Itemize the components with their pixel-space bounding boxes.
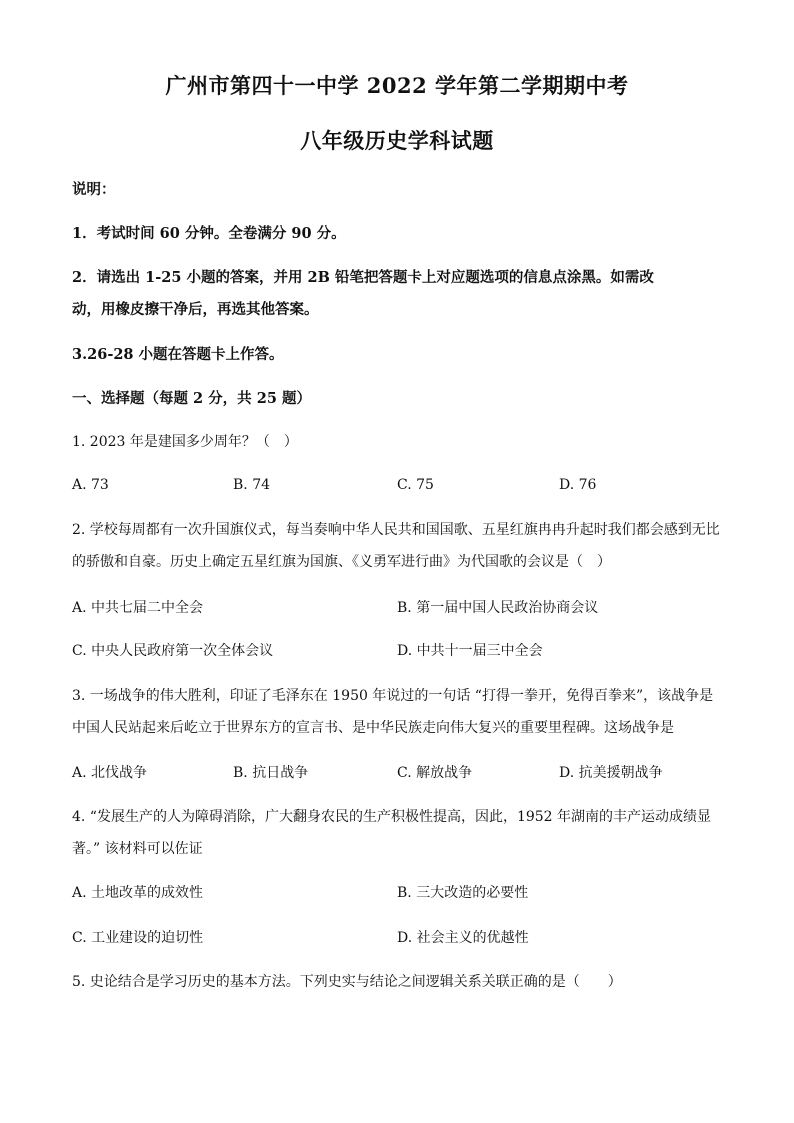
question-4-option-b: B. 三大改造的必要性 — [397, 885, 529, 901]
question-1-option-a: A. 73 — [72, 477, 109, 493]
question-1-option-b: B. 74 — [233, 477, 271, 493]
question-2-stem-line-1: 2. 学校每周都有一次升国旗仪式，每当奏响中华人民共和国国歌、五星红旗冉冉升起时我们都会感到无比 — [72, 522, 720, 538]
question-4-option-d: D. 社会主义的优越性 — [397, 930, 529, 946]
question-3-option-d: D. 抗美援朝战争 — [559, 765, 663, 781]
instruction-item-2-line-2: 动，用橡皮擦干净后，再选其他答案。 — [72, 301, 319, 318]
question-3-option-a: A. 北伐战争 — [72, 765, 148, 781]
exam-title: 广州市第四十一中学 2022 学年第二学期期中考 — [165, 73, 629, 98]
instruction-item-2-line-1: 2．请选出 1-25 小题的答案，并用 2B 铅笔把答题卡上对应题选项的信息点涂黑。如需改 — [72, 269, 654, 286]
question-1-option-c: C. 75 — [397, 477, 434, 493]
question-1-stem: 1. 2023 年是建国多少周年？（ ） — [72, 434, 298, 450]
question-2-option-a: A. 中共七届二中全会 — [72, 600, 204, 616]
question-2-option-b: B. 第一届中国人民政治协商会议 — [397, 600, 599, 616]
question-2-stem-line-2: 的骄傲和自豪。历史上确定五星红旗为国旗、《义勇军进行曲》为代国歌的会议是（ ） — [72, 554, 611, 570]
exam-subtitle: 八年级历史学科试题 — [300, 128, 494, 153]
section-heading: 一、选择题（每题 2 分，共 25 题） — [72, 390, 311, 407]
instruction-item-3: 3.26-28 小题在答题卡上作答。 — [72, 346, 284, 363]
question-2-option-c: C. 中央人民政府第一次全体会议 — [72, 643, 274, 659]
question-3-stem-line-1: 3. 一场战争的伟大胜利，印证了毛泽东在 1950 年说过的一句话 “打得一拳开，免得百拳来”，该战争是 — [72, 688, 714, 704]
question-4-stem-line-2: 著。” 该材料可以佐证 — [72, 841, 203, 857]
question-4-option-c: C. 工业建设的迫切性 — [72, 930, 204, 946]
question-2-option-d: D. 中共十一届三中全会 — [397, 643, 543, 659]
question-4-stem-line-1: 4. “发展生产的人为障碍消除，广大翻身农民的生产积极性提高，因此，1952 年湖南的丰产运动成绩显 — [72, 809, 712, 825]
question-3-option-b: B. 抗日战争 — [233, 765, 309, 781]
question-3-option-c: C. 解放战争 — [397, 765, 473, 781]
instruction-item-1: 1．考试时间 60 分钟。全卷满分 90 分。 — [72, 225, 346, 242]
question-5-stem: 5. 史论结合是学习历史的基本方法。下列史实与结论之间逻辑关系关联正确的是（ ） — [72, 974, 622, 990]
question-3-stem-line-2: 中国人民站起来后屹立于世界东方的宣言书、是中华民族走向伟大复兴的重要里程碑。这场战争是 — [72, 720, 674, 736]
question-4-option-a: A. 土地改革的成效性 — [72, 885, 204, 901]
question-1-option-d: D. 76 — [559, 477, 597, 493]
instructions-heading: 说明： — [72, 181, 116, 198]
